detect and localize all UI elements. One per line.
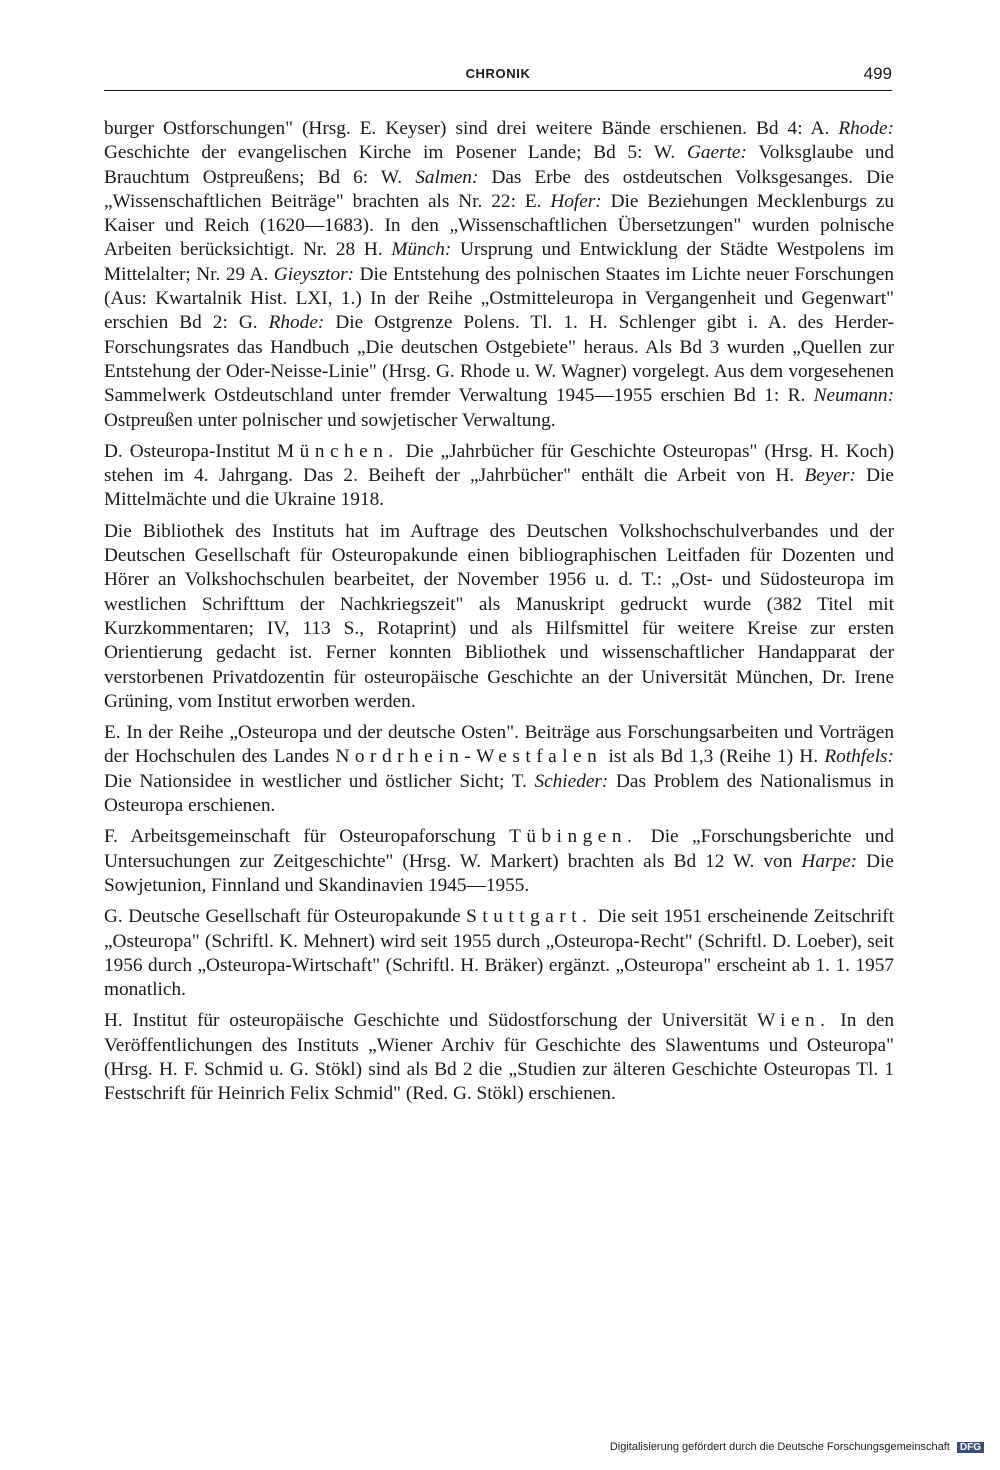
text-segment: In den Veröffentlichungen des Instituts „Wiener Archiv für Geschichte des Slawentums und Osteuropa" (Hrsg. H. F. Schmid u. G. Stökl) sind als Bd 2 die „Studien zur älteren Geschichte Osteuropas Tl. 1 Festschrift für Heinrich Felix Schmid" (Red. G. Stökl) erschienen. bbox=[104, 1010, 894, 1105]
text-segment: Die Beziehungen Mecklenburgs zu Kaiser und Reich (1620—1683). In den „Wissenschaftlichen Übersetzungen" wurden polnische Arbeiten berücksichtigt. Nr. 28 H. bbox=[104, 190, 894, 261]
spaced-place-name: Wien. bbox=[757, 1010, 831, 1032]
text-segment: Die seit 1951 erscheinende Zeitschrift „Osteuropa" (Schriftl. K. Mehnert) wird seit 1955 durch „Osteuropa-Recht" (Schriftl. D. Loeber), seit 1956 durch „Osteuropa-Wirtschaft" (Schriftl. H. Bräker) ergänzt. „Osteuropa" erscheint ab 1. 1. 1957 monatlich. bbox=[104, 906, 894, 1001]
text-segment: Die Ostgrenze Polens. Tl. 1. H. Schlenger gibt i. A. des Herder-Forschungsrates das Handbuch „Die deutschen Ostgebiete" heraus. Als Bd 3 wurden „Quellen zur Entstehung der Oder-Neisse-Linie" (Hrsg. G. Rhode u. W. Wagner) vorgelegt. Aus dem vorgesehenen Sammelwerk Ostdeutschland unter fremder Verwaltung 1945—1955 erschien Bd 1: R. bbox=[104, 312, 894, 407]
spaced-place-name: Nordrhein-Westfalen bbox=[335, 746, 603, 768]
text-segment: Die Sowjetunion, Finnland und Skandinavien 1945—1955. bbox=[104, 850, 894, 896]
author-name: Salmen: bbox=[415, 166, 479, 188]
text-segment: Ostpreußen unter polnischer und sowjetischer Verwaltung. bbox=[104, 409, 556, 431]
text-segment: Die Bibliothek des Instituts hat im Auftrage des Deutschen Volkshochschulverbandes und der Deutschen Gesellschaft für Osteuropakunde einen bibliographischen Leitfaden für Dozenten und Hörer an Volkshochschulen bearbeitet, der November 1956 u. d. T.: „Ost- und Südosteuropa im westlichen Schrifttum der Nachkriegszeit" als Manuskript gedruckt wurde (382 Titel mit Kurzkommentaren; IV, 113 S., Rotaprint) und als Hilfsmittel für weitere Kreise zur ersten Orientierung gedacht ist. Ferner konnten Bibliothek und wissenschaftlicher Handapparat der verstorbenen Privatdozentin für osteuropäische Geschichte an der Universität München, Dr. Irene Grüning, vom Institut erworben werden. bbox=[104, 520, 894, 712]
text-segment: Die „Forschungsberichte und Untersuchungen zur Zeitgeschichte" (Hrsg. W. Markert) brachten als Bd 12 W. von bbox=[104, 826, 894, 872]
running-header bbox=[104, 60, 892, 91]
paragraph bbox=[104, 117, 894, 433]
running-title: CHRONIK bbox=[465, 66, 531, 81]
text-segment: G. Deutsche Gesellschaft für Osteuropakunde bbox=[104, 906, 467, 928]
author-name: Rhode: bbox=[268, 312, 325, 334]
footer-credit bbox=[610, 1441, 984, 1453]
footer-text: Digitalisierung gefördert durch die Deutsche Forschungsgemeinschaft bbox=[609, 1441, 950, 1453]
paragraph bbox=[104, 905, 894, 1002]
text-segment: Die Mittelmächte und die Ukraine 1918. bbox=[104, 465, 894, 511]
spaced-place-name: Tübingen. bbox=[509, 826, 638, 848]
spaced-place-name: München. bbox=[277, 440, 399, 462]
text-segment: burger Ostforschungen" (Hrsg. E. Keyser) sind drei weitere Bände erschienen. Bd 4: A. bbox=[104, 118, 839, 139]
text-segment: Volksglaube und Brauchtum Ostpreußens; Bd 6: W. bbox=[104, 142, 894, 188]
dfg-logo: DFG bbox=[957, 1442, 984, 1453]
text-segment: Die „Jahrbücher für Geschichte Osteuropas" (Hrsg. H. Koch) stehen im 4. Jahrgang. Das 2. Beiheft der „Jahrbücher" enthält die Arbeit von H. bbox=[104, 440, 894, 487]
text-segment: E. In der Reihe „Osteuropa und der deutsche Osten". Beiträge aus Forschungsarbeiten und Vorträgen der Hochschulen des Landes bbox=[104, 722, 894, 768]
author-name: Harpe: bbox=[801, 850, 858, 872]
text-segment: ist als Bd 1,3 (Reihe 1) H. bbox=[602, 746, 825, 768]
spaced-place-name: Stuttgart. bbox=[466, 906, 593, 928]
paragraph bbox=[104, 440, 894, 513]
text-segment: Ursprung und Entwicklung der Städte Westpolens im Mittelalter; Nr. 29 A. bbox=[104, 239, 895, 285]
text-segment: D. Osteuropa-Institut bbox=[104, 440, 278, 462]
author-name: Rhode: bbox=[838, 118, 894, 139]
author-name: Gieysztor: bbox=[273, 263, 355, 285]
author-name: Neumann: bbox=[813, 385, 894, 407]
text-segment: F. Arbeitsgemeinschaft für Osteuropaforschung bbox=[104, 826, 510, 848]
paragraph bbox=[104, 825, 894, 898]
text-segment: Das Erbe des ostdeutschen Volksgesanges. Die „Wissenschaftlichen Beiträge" brachten als Nr. 22: E. bbox=[104, 166, 894, 212]
text-segment: Die Entstehung des polnischen Staates im Lichte neuer Forschungen (Aus: Kwartalnik Hist. LXI, 1.) In der Reihe „Ostmitteleuropa in Vergangenheit und Gegenwart" erschien Bd 2: G. bbox=[104, 263, 894, 334]
text-segment: Geschichte der evangelischen Kirche im Posener Lande; Bd 5: W. bbox=[104, 142, 687, 164]
author-name: Beyer: bbox=[804, 465, 856, 487]
text-segment: Das Problem des Nationalismus in Osteuropa erschienen. bbox=[104, 770, 894, 817]
paragraph bbox=[104, 520, 894, 714]
paragraph bbox=[104, 1009, 894, 1106]
text-segment: Die Nationsidee in westlicher und östlicher Sicht; T. bbox=[104, 770, 535, 792]
page-body bbox=[104, 117, 894, 1114]
author-name: Hofer: bbox=[550, 190, 602, 212]
author-name: Gaerte: bbox=[686, 142, 747, 164]
author-name: Rothfels: bbox=[824, 746, 894, 768]
author-name: Münch: bbox=[391, 239, 452, 261]
paragraph bbox=[104, 721, 894, 818]
text-segment: H. Institut für osteuropäische Geschichte und Südostforschung der Universität bbox=[104, 1010, 758, 1032]
page-number: 499 bbox=[863, 64, 892, 83]
author-name: Schieder: bbox=[534, 770, 609, 792]
